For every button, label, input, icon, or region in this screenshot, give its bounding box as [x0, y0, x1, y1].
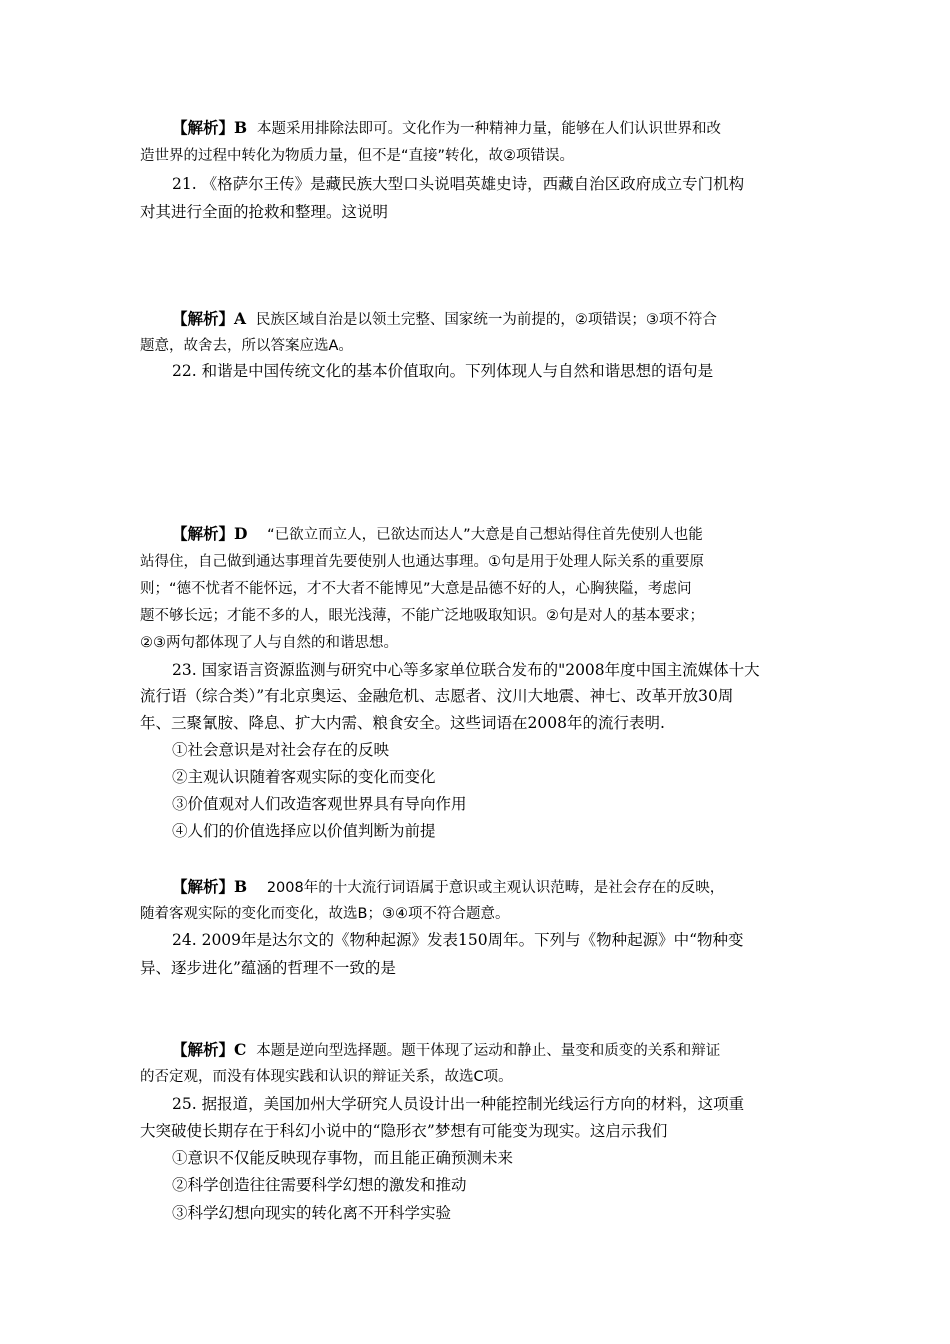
analysis-line	[172, 1040, 815, 1061]
analysis-tag: 【解析】B	[172, 118, 248, 137]
analysis-tag: 【解析】C	[172, 1040, 247, 1059]
analysis-text: 2008年的十大流行词语属于意识或主观认识范畴，是社会存在的反映，	[266, 880, 725, 896]
analysis-line: 的否定观，而没有体现实践和认识的辩证关系，故选C项。	[140, 1069, 513, 1085]
question-stem: 23. 国家语言资源监测与研究中心等多家单位联合发布的"2008年度中国主流媒体十大	[172, 661, 760, 679]
analysis-line: 站得住，自己做到通达事理首先要使别人也通达事理。①句是用于处理人际关系的重要原	[140, 554, 704, 570]
statement: ①社会意识是对社会存在的反映	[172, 741, 390, 759]
statement: ②科学创造往往需要科学幻想的激发和推动	[172, 1176, 467, 1194]
analysis-line: 则；“德不忧者不能怀远，才不大者不能博见”大意是品德不好的人，心胸狭隘，考虑问	[140, 581, 692, 597]
analysis-tag: 【解析】B	[172, 877, 248, 896]
analysis-line: 随着客观实际的变化而变化，故选B；③④项不符合题意。	[140, 906, 510, 922]
analysis-tag: 【解析】D	[172, 524, 248, 543]
question-stem: 24. 2009年是达尔文的《物种起源》发表150周年。下列与《物种起源》中“物种变	[172, 931, 744, 949]
analysis-text: 本题采用排除法即可。文化作为一种精神力量，能够在人们认识世界和改	[256, 121, 721, 137]
question-stem: 21. 《格萨尔王传》是藏民族大型口头说唱英雄史诗，西藏自治区政府成立专门机构	[172, 175, 745, 193]
analysis-line	[172, 524, 815, 545]
analysis-line	[172, 877, 815, 898]
statement: ②主观认识随着客观实际的变化而变化	[172, 768, 436, 786]
statement: ③价值观对人们改造客观世界具有导向作用	[172, 795, 467, 813]
analysis-line	[172, 309, 815, 330]
analysis-line: 题不够长远；才能不多的人，眼光浅薄，不能广泛地吸取知识。②句是对人的基本要求；	[140, 608, 704, 624]
analysis-text: 民族区域自治是以领土完整、国家统一为前提的，②项错误；③项不符合	[255, 312, 717, 328]
statement: ①意识不仅能反映现存事物，而且能正确预测未来	[172, 1149, 514, 1167]
statement: ③科学幻想向现实的转化离不开科学实验	[172, 1204, 452, 1222]
analysis-tag: 【解析】A	[172, 309, 247, 328]
analysis-text: “已欲立而立人，已欲达而达人”大意是自己想站得住首先使别人也能	[267, 527, 703, 543]
analysis-line	[172, 118, 815, 139]
question-stem: 大突破使长期存在于科幻小说中的“隐形衣”梦想有可能变为现实。这启示我们	[140, 1122, 668, 1140]
analysis-line: 造世界的过程中转化为物质力量，但不是“直接”转化，故②项错误。	[140, 148, 575, 164]
analysis-line: ②③两句都体现了人与自然的和谐思想。	[140, 635, 398, 651]
question-stem: 对其进行全面的抢救和整理。这说明	[140, 203, 389, 221]
question-stem: 流行语（综合类）”有北京奥运、金融危机、志愿者、汶川大地震、神七、改革开放30周	[140, 687, 734, 705]
question-stem: 异、逐步进化”蕴涵的哲理不一致的是	[140, 959, 396, 977]
question-stem: 22. 和谐是中国传统文化的基本价值取向。下列体现人与自然和谐思想的语句是	[172, 362, 714, 380]
analysis-text: 本题是逆向型选择题。题干体现了运动和静止、量变和质变的关系和辩证	[256, 1043, 721, 1059]
statement: ④人们的价值选择应以价值判断为前提	[172, 822, 436, 840]
analysis-line: 题意，故舍去，所以答案应选A。	[140, 338, 353, 354]
question-stem: 25. 据报道，美国加州大学研究人员设计出一种能控制光线运行方向的材料，这项重	[172, 1095, 745, 1113]
question-stem: 年、三聚氰胺、降息、扩大内需、粮食安全。这些词语在2008年的流行表明.	[140, 714, 665, 732]
